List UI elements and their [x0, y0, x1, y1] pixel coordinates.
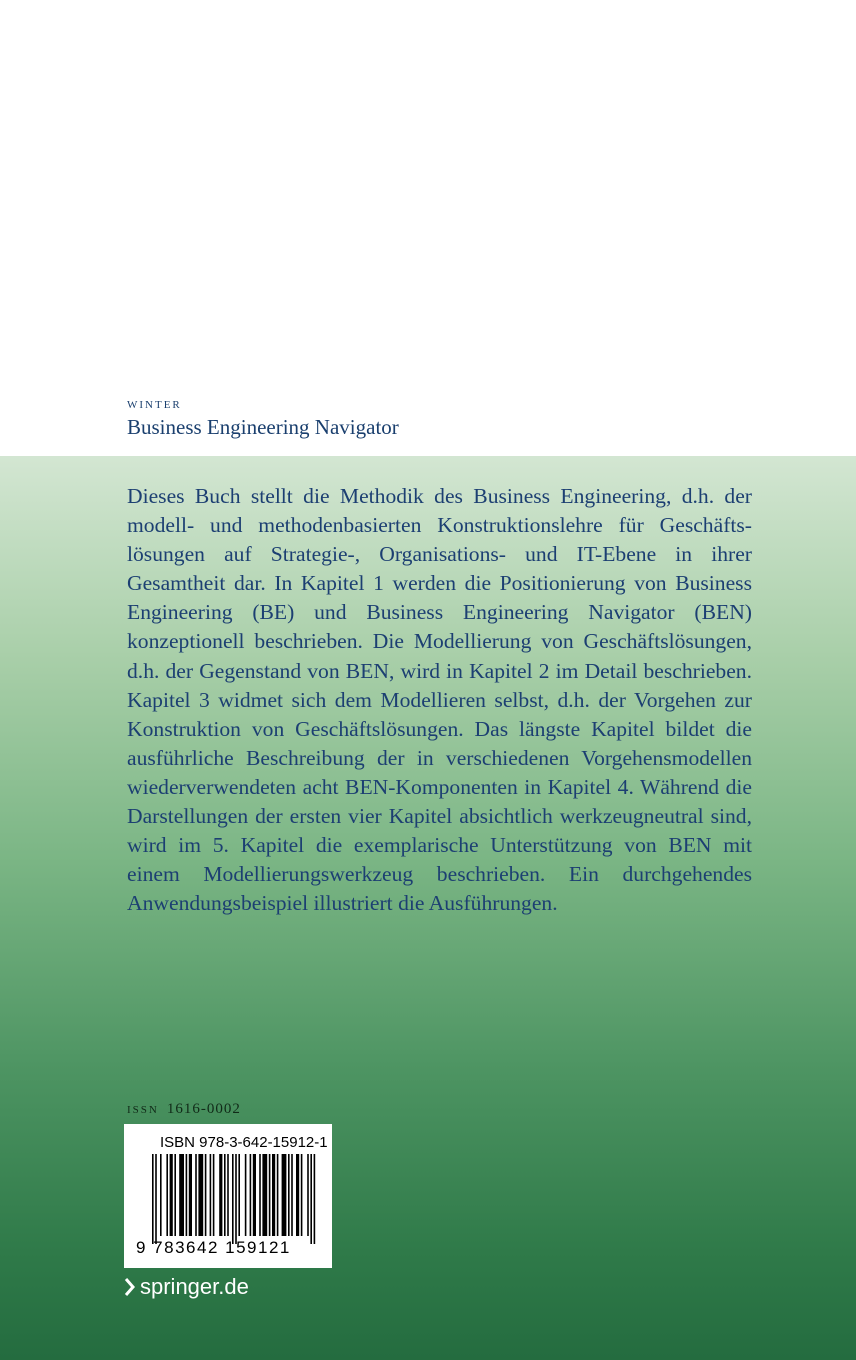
- issn-line: [127, 1101, 241, 1118]
- barcode-bar: [152, 1154, 154, 1244]
- barcode-bar: [253, 1154, 256, 1236]
- barcode-bar: [307, 1154, 309, 1236]
- publisher-logo: [124, 1274, 249, 1300]
- barcode-bar: [291, 1154, 293, 1236]
- barcode-bar: [282, 1154, 287, 1236]
- barcode-bar: [288, 1154, 290, 1236]
- barcode-bar: [245, 1154, 247, 1236]
- author-name: winter: [127, 395, 182, 412]
- barcode-bar: [232, 1154, 234, 1244]
- barcode-bar: [166, 1154, 168, 1236]
- barcode-bar: [301, 1154, 303, 1236]
- barcode-bar: [155, 1154, 157, 1244]
- barcode-bar: [179, 1154, 184, 1236]
- chevron-right-icon: [124, 1277, 136, 1297]
- issn-label: issn: [127, 1101, 159, 1117]
- barcode-bar: [205, 1154, 207, 1236]
- barcode-bar: [238, 1154, 240, 1236]
- book-description: Dieses Buch stellt die Methodik des Business Engineering, d.h. der modell- und methodenbasierten Konstruktionslehre für Geschäftslösungen auf Strategie-, Organisations- und IT-Ebene in ihrer Gesamtheit dar. In Kapitel 1 werden die Positionierung von Business Engineering (BE) und Business Engineering Navigator (BEN) konzeptionell beschrieben. Die Modellierung von Geschäftslösungen, d.h. der Gegenstand von BEN, wird in Kapitel 2 im Detail beschrieben. Kapitel 3 widmet sich dem Modellieren selbst, d.h. der Vorgehen zur Konstruktion von Geschäftslösungen. Das längste Kapitel bildet die ausführliche Beschreibung der in verschiedenen Vorgehensmodellen wiederverwendeten acht BEN-Komponenten in Kapitel 4. Während die Darstellungen der ersten vier Kapitel absichtlich werkzeugneutral sind, wird im 5. Kapitel die exemplarische Unterstützung von BEN mit einem Modellierungswerkzeug beschrieben. Ein durchgehendes Anwendungsbeispiel illustriert die Ausführungen.: [127, 484, 752, 916]
- barcode-bar: [250, 1154, 252, 1236]
- barcode-bar: [186, 1154, 188, 1236]
- barcode-bar: [198, 1154, 203, 1236]
- barcode-digits: 9 783642 159121: [136, 1238, 291, 1257]
- barcode-isbn-text: ISBN 978-3-642-15912-1: [160, 1134, 328, 1151]
- barcode-bar: [314, 1154, 316, 1244]
- barcode-bar: [235, 1154, 237, 1244]
- barcode-bar: [227, 1154, 229, 1236]
- barcode-bar: [210, 1154, 212, 1236]
- barcode-bar: [170, 1154, 173, 1236]
- barcode-bars: [152, 1154, 322, 1244]
- barcode-bar: [219, 1154, 222, 1236]
- publisher-website: springer.de: [140, 1274, 249, 1299]
- barcode-bar: [310, 1154, 312, 1244]
- barcode-bar: [277, 1154, 279, 1236]
- barcode-bar: [189, 1154, 192, 1236]
- barcode-bar: [213, 1154, 215, 1236]
- barcode-bar: [224, 1154, 226, 1236]
- book-title: Business Engineering Navigator: [127, 415, 399, 439]
- barcode-bar: [195, 1154, 197, 1236]
- barcode-bar: [272, 1154, 275, 1236]
- barcode-bar: [259, 1154, 261, 1236]
- barcode-bar: [174, 1154, 176, 1236]
- cover-top-white-area: [0, 0, 856, 456]
- barcode-bar: [160, 1154, 162, 1236]
- isbn-barcode: [124, 1124, 332, 1268]
- barcode-bar: [296, 1154, 299, 1236]
- issn-number: 1616-0002: [166, 1101, 241, 1117]
- barcode-bar: [262, 1154, 267, 1236]
- barcode-bar: [269, 1154, 271, 1236]
